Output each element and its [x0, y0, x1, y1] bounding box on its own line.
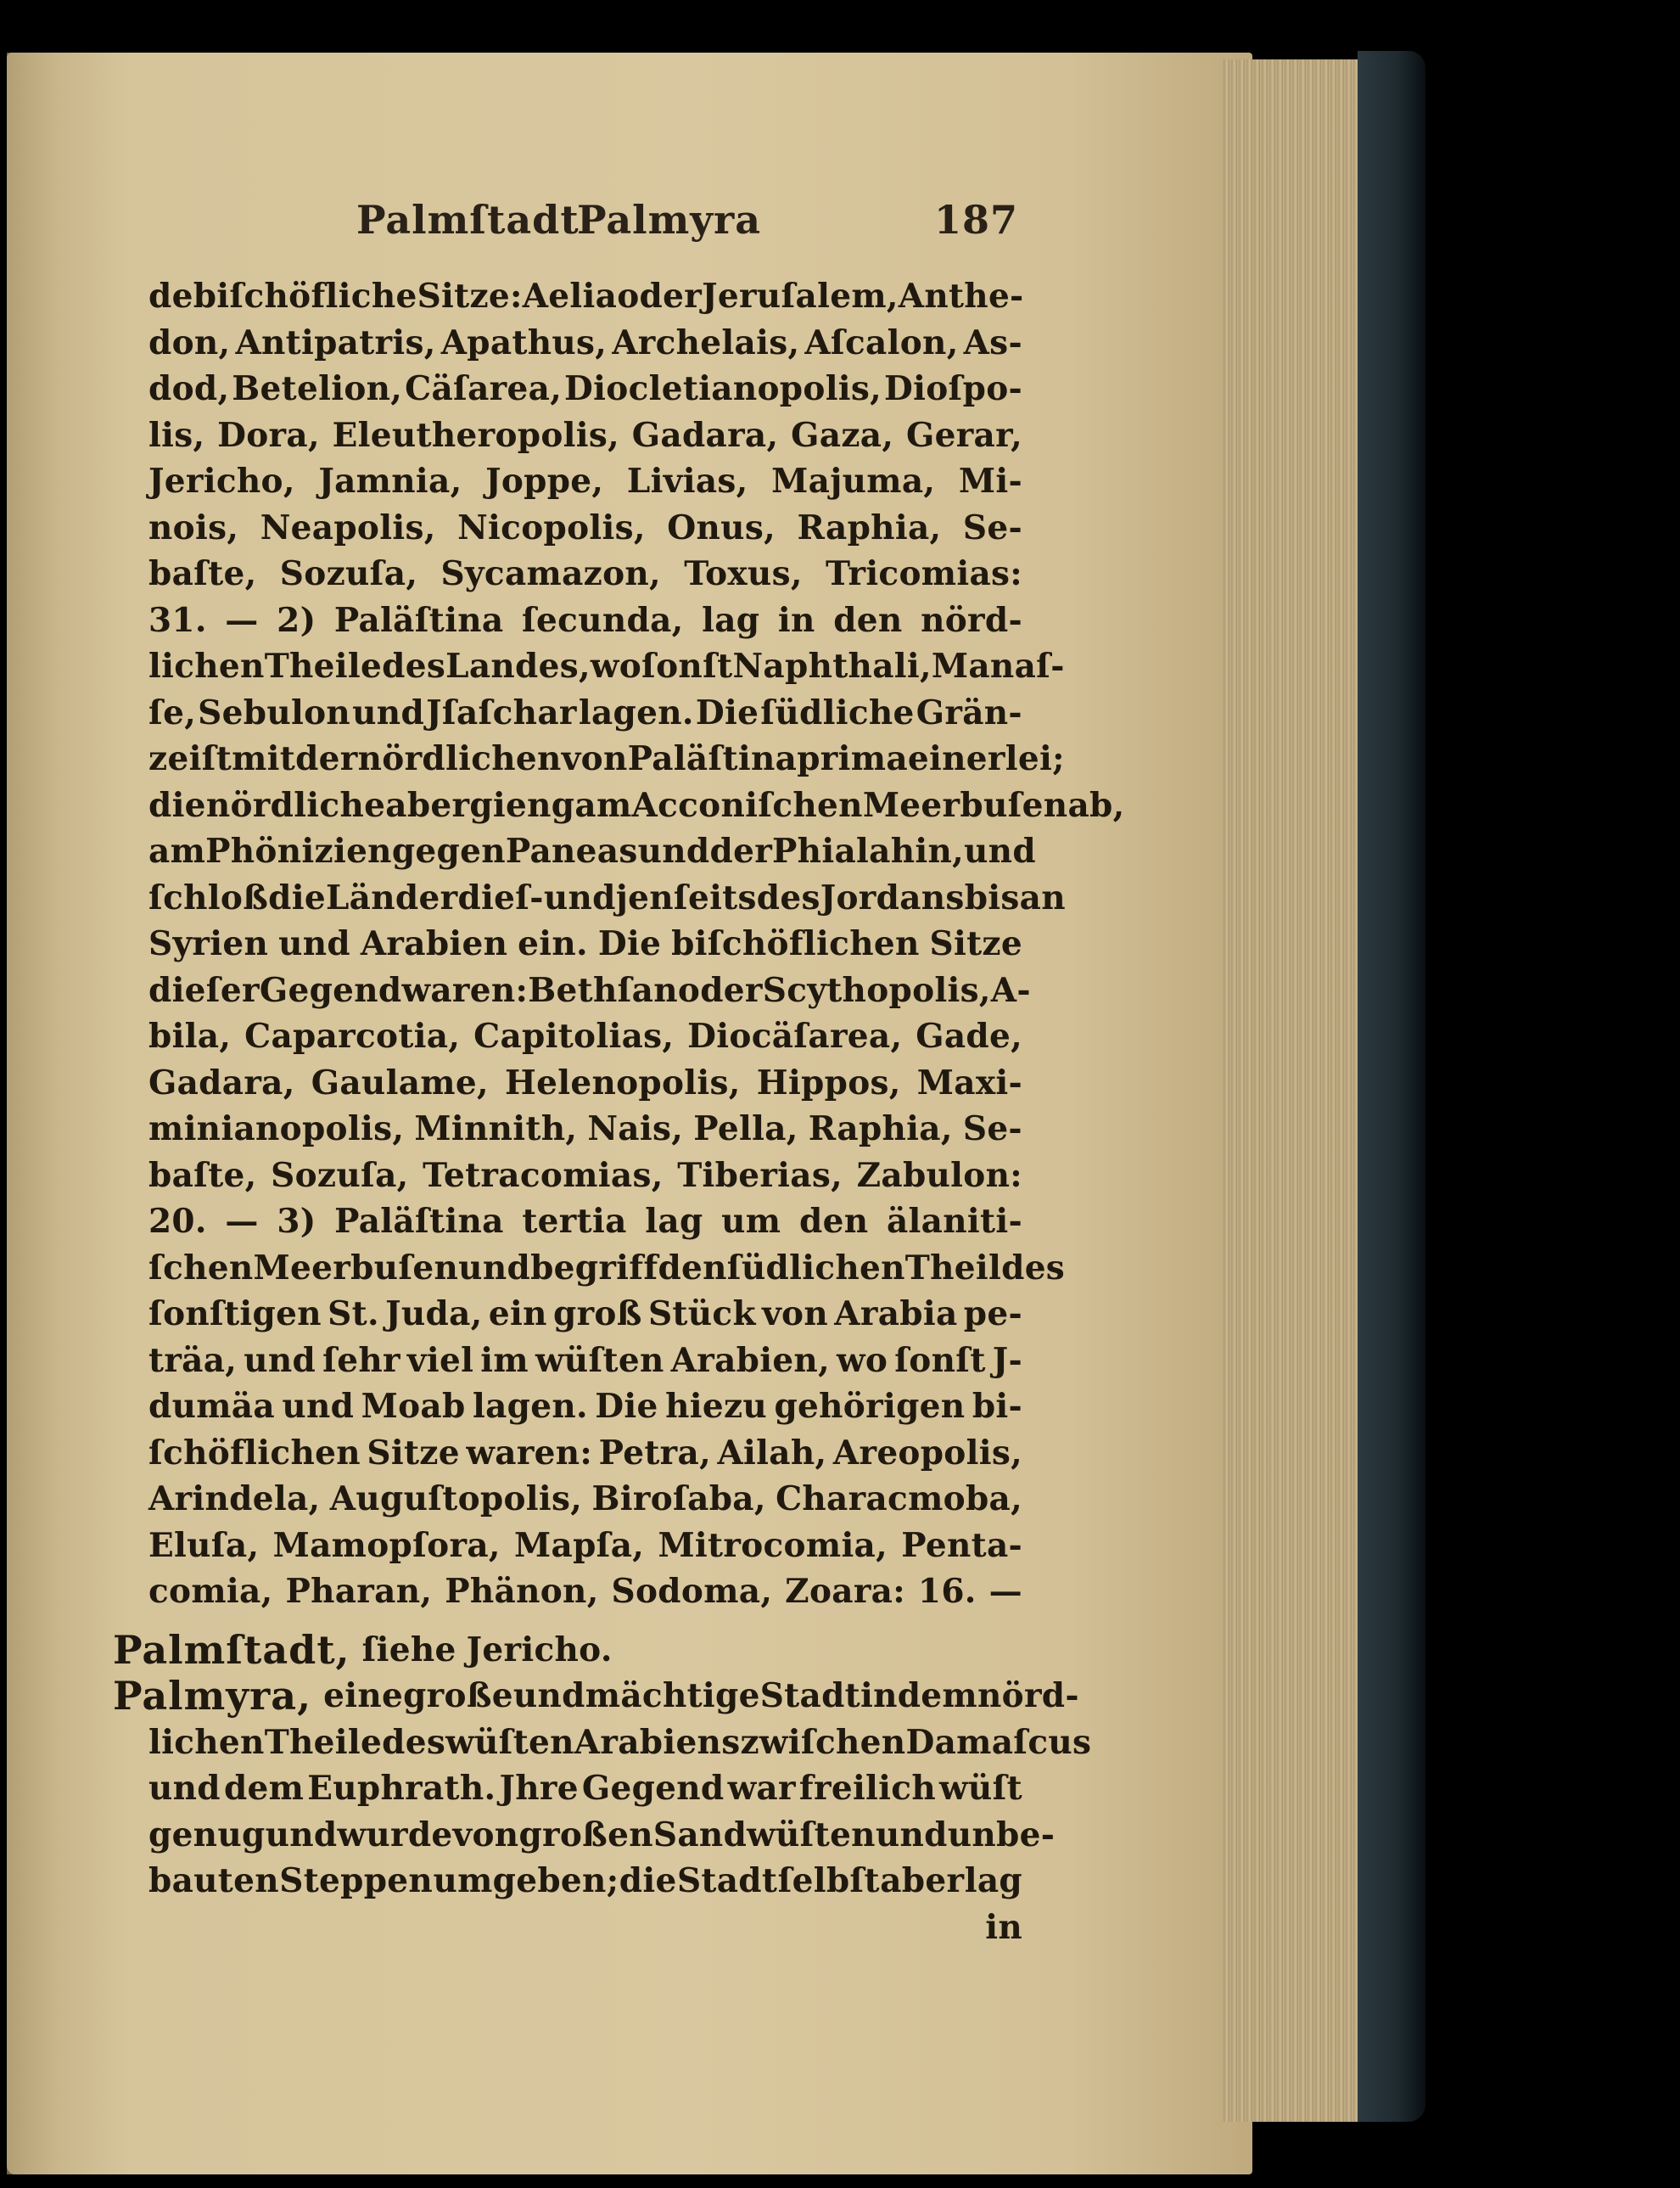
text-line: [148, 273, 1022, 320]
word: der: [295, 739, 358, 778]
word: Aſcalon,: [804, 323, 959, 362]
word: ſonſtigen: [148, 1294, 322, 1333]
word: 3): [277, 1202, 316, 1241]
word: As-: [963, 323, 1022, 362]
text-line: [148, 875, 1066, 922]
word: iſt: [188, 739, 232, 778]
word: oder: [617, 277, 703, 316]
word: Penta-: [901, 1525, 1022, 1565]
word: den: [833, 600, 903, 640]
word: Biroſaba,: [591, 1479, 766, 1518]
word: Jſaſchar: [426, 693, 577, 732]
word: des: [382, 647, 446, 686]
text-line: [148, 1106, 1022, 1153]
word: Gaza,: [791, 415, 894, 455]
word: und: [148, 1769, 221, 1808]
word: Sitze:: [417, 277, 523, 316]
word: Gerar,: [905, 415, 1022, 455]
word: Gaulame,: [311, 1063, 489, 1102]
word: Toxus,: [684, 554, 803, 593]
word: Areopolis,: [832, 1433, 1022, 1473]
word: lag: [702, 600, 760, 640]
word: Raphia,: [797, 508, 942, 547]
word: die: [148, 785, 206, 825]
word: ein.: [518, 924, 588, 963]
word: ſehr: [322, 1340, 400, 1380]
word: ſiehe: [361, 1630, 456, 1669]
word: biſchöflichen: [671, 924, 920, 963]
text-line: [148, 320, 1022, 367]
word: Paneas: [505, 832, 638, 871]
text-line: [148, 690, 1022, 737]
word: lag: [645, 1202, 703, 1241]
word: Nicopolis,: [457, 508, 646, 547]
word: Hippos,: [756, 1063, 901, 1102]
text-line: [148, 1060, 1022, 1107]
word: bis: [964, 878, 1020, 917]
word: ein: [488, 1294, 547, 1333]
text-line: [148, 1568, 1022, 1615]
word: Gade,: [916, 1017, 1022, 1056]
word: an: [1019, 878, 1066, 917]
word: Tiberias,: [677, 1155, 843, 1195]
entry-first-line: [113, 1673, 1079, 1720]
word: große: [403, 1676, 513, 1715]
text-line: [148, 736, 1065, 783]
word: dod,: [148, 369, 230, 408]
word: von: [561, 739, 628, 778]
word: Jericho.: [466, 1630, 613, 1669]
word: einerlei;: [907, 739, 1065, 778]
word: Acconiſchen: [631, 785, 863, 825]
word: St.: [328, 1294, 379, 1333]
word: Paläſtina: [334, 1202, 504, 1241]
word: Stück: [647, 1294, 756, 1333]
word: A-: [990, 970, 1031, 1010]
running-header: [356, 197, 1018, 248]
word: nörd-: [921, 600, 1022, 640]
word: in: [777, 600, 815, 640]
catchword: in: [985, 1907, 1022, 1947]
word: Se-: [962, 508, 1022, 547]
word: mächtige: [585, 1676, 760, 1715]
word: Diocletianopolis,: [564, 369, 882, 408]
word: Paläſtina: [333, 600, 504, 640]
word: des: [756, 878, 820, 917]
word: Dora,: [217, 415, 320, 455]
word: ſchloß: [148, 878, 269, 917]
word: Zoara:: [785, 1572, 905, 1611]
entry-headword: Palmſtadt,: [113, 1626, 350, 1673]
word: gieng: [469, 785, 575, 825]
word: Theil: [904, 1248, 1002, 1288]
word: Phiala: [772, 832, 891, 871]
word: viel: [406, 1340, 474, 1380]
text-line: [148, 412, 1022, 459]
word: Sozuſa,: [279, 554, 418, 593]
word: Juda,: [385, 1294, 483, 1333]
text-line: [148, 1245, 1066, 1292]
word: jenſeits: [615, 878, 757, 917]
word: Nais,: [587, 1109, 684, 1148]
word: Bethſan: [528, 970, 678, 1010]
word: am: [148, 832, 206, 871]
word: Minnith,: [414, 1109, 578, 1148]
word: nördliche: [205, 785, 386, 825]
word: don,: [148, 323, 231, 362]
text-line: [148, 1476, 1022, 1523]
entry-line: [148, 1812, 1056, 1859]
word: 2): [277, 600, 316, 640]
word: Stadt: [759, 1676, 860, 1715]
entry-line: [148, 1765, 1022, 1812]
word: Arabien,: [670, 1340, 830, 1380]
word: großen: [518, 1815, 653, 1854]
word: Naphthali,: [732, 647, 932, 686]
word: nördlichen: [357, 739, 562, 778]
word: bila,: [148, 1017, 232, 1056]
word: —: [988, 1572, 1022, 1611]
word: Jericho,: [148, 462, 295, 501]
word: war: [727, 1769, 796, 1808]
word: biſchöfliche: [193, 277, 417, 316]
word: wüſten: [535, 1340, 664, 1380]
text-line: [148, 1430, 1022, 1477]
word: 31.: [148, 600, 207, 640]
word: pe-: [963, 1294, 1022, 1333]
word: ſonſt: [894, 1340, 986, 1380]
text-line: [148, 1153, 1022, 1199]
word: Tricomias:: [825, 554, 1022, 593]
word: Phönizien: [205, 832, 392, 871]
word: mit: [232, 739, 296, 778]
word: eine: [323, 1676, 404, 1715]
word: aber: [880, 1861, 965, 1900]
word: J-: [992, 1340, 1022, 1380]
word: Petra,: [598, 1433, 711, 1473]
text-line: [148, 597, 1022, 644]
word: Diocäſarea,: [687, 1017, 903, 1056]
word: Die: [597, 924, 662, 963]
word: Meerbuſen: [253, 1248, 459, 1288]
word: nois,: [148, 508, 239, 547]
text-line: [148, 1291, 1022, 1338]
word: Se-: [962, 1109, 1022, 1148]
word: um: [721, 1202, 781, 1241]
text-line: [148, 458, 1022, 505]
word: lichen: [148, 647, 265, 686]
word: träa,: [148, 1340, 238, 1380]
word: Anthe-: [898, 277, 1024, 316]
word: und: [282, 1387, 355, 1426]
word: Euphrath.: [307, 1769, 496, 1808]
word: dem: [223, 1769, 305, 1808]
word: Sitze: [367, 1433, 460, 1473]
word: Pharan,: [285, 1572, 433, 1611]
word: genug: [148, 1815, 266, 1854]
word: lagen.: [472, 1387, 588, 1426]
word: des: [1001, 1248, 1066, 1288]
word: Gegend: [581, 1769, 725, 1808]
word: Sycamazon,: [440, 554, 661, 593]
word: prima: [797, 739, 908, 778]
word: Gadara,: [631, 415, 779, 455]
word: baſte,: [148, 1155, 257, 1195]
word: 16.: [917, 1572, 977, 1611]
word: begriff: [530, 1248, 658, 1288]
word: Die: [595, 1387, 658, 1426]
word: und: [265, 1815, 338, 1854]
page-text-block: [113, 273, 1125, 1950]
word: Arabien: [360, 924, 508, 963]
word: Sebulon: [198, 693, 351, 732]
text-line: [148, 1383, 1022, 1430]
word: Livias,: [626, 462, 748, 501]
word: Stadt: [676, 1861, 778, 1900]
word: aber: [385, 785, 470, 825]
entry-first-line: [113, 1627, 1022, 1674]
word: ſüdliche: [760, 693, 915, 732]
word: Onus,: [667, 508, 776, 547]
word: am: [574, 785, 632, 825]
word: ſüdlichen: [726, 1248, 905, 1288]
word: wurde: [337, 1815, 453, 1854]
word: gegen: [391, 832, 506, 871]
text-line: [148, 783, 1125, 829]
word: wüſt: [939, 1769, 1022, 1808]
text-line: [148, 643, 1065, 690]
word: Capitolias,: [473, 1017, 675, 1056]
word: ſecunda,: [521, 600, 684, 640]
word: Neapolis,: [260, 508, 436, 547]
book-cover-edge: [1358, 51, 1425, 2122]
word: im: [480, 1340, 529, 1380]
word: Syrien: [148, 924, 269, 963]
word: Betelion,: [232, 369, 403, 408]
word: ab,: [1067, 785, 1125, 825]
word: den: [799, 1202, 869, 1241]
word: älaniti-: [886, 1202, 1022, 1241]
word: Eleutheropolis,: [332, 415, 620, 455]
word: bi-: [972, 1387, 1022, 1426]
entry-gap: [148, 1615, 1022, 1627]
word: Raphia,: [808, 1109, 953, 1148]
word: nörd-: [977, 1676, 1079, 1715]
word: die: [268, 878, 326, 917]
word: comia,: [148, 1572, 273, 1611]
word: Arabiens: [574, 1722, 741, 1762]
word: lag: [964, 1861, 1022, 1900]
word: Mi-: [958, 462, 1022, 501]
page-number: 187: [933, 197, 1018, 243]
word: hiezu: [665, 1387, 768, 1426]
word: Helenopolis,: [504, 1063, 741, 1102]
text-line: [148, 1198, 1022, 1245]
word: Aelia: [522, 277, 618, 316]
word: Jeruſalem,: [702, 277, 899, 316]
word: waren:: [466, 1433, 593, 1473]
word: von: [762, 1294, 828, 1333]
word: waren:: [401, 970, 529, 1010]
word: Dioſpo-: [884, 369, 1022, 408]
word: —: [225, 600, 259, 640]
text-line: [148, 1338, 1022, 1384]
word: baſte,: [148, 554, 257, 593]
word: dieſer: [148, 970, 260, 1010]
word: Jhre: [499, 1769, 579, 1808]
word: unbe-: [947, 1815, 1056, 1854]
word: wo: [837, 1340, 888, 1380]
word: Paläſtina: [627, 739, 798, 778]
word: wo: [590, 647, 642, 686]
word: ſe,: [148, 693, 197, 732]
text-line: [148, 366, 1022, 412]
word: de: [148, 277, 193, 316]
header-right-title: Palmyra: [577, 197, 762, 243]
word: Sitze: [929, 924, 1022, 963]
word: Archelais,: [612, 323, 800, 362]
word: Eluſa,: [148, 1525, 260, 1565]
word: Mapſa,: [514, 1525, 645, 1565]
word: gehörigen: [774, 1387, 966, 1426]
word: —: [225, 1202, 259, 1241]
text-line: [148, 551, 1022, 597]
word: zwiſchen: [740, 1722, 906, 1762]
word: und: [875, 1815, 948, 1854]
word: Caparcotia,: [244, 1017, 461, 1056]
text-line: [148, 1013, 1022, 1060]
word: groß: [553, 1294, 642, 1333]
dictionary-entries: [113, 1626, 1092, 1905]
word: Sodoma,: [611, 1572, 773, 1611]
word: und: [512, 1676, 585, 1715]
word: tertia: [522, 1202, 627, 1241]
continued-article: [148, 273, 1125, 1615]
word: Apathus,: [440, 323, 608, 362]
text-line: [148, 921, 1022, 968]
word: Manaſ-: [931, 647, 1065, 686]
entry-line: [148, 1858, 1022, 1905]
word: und: [543, 878, 616, 917]
word: den: [658, 1248, 727, 1288]
word: Auguſtopolis,: [329, 1479, 583, 1518]
word: dumäa: [148, 1387, 275, 1426]
word: von: [452, 1815, 519, 1854]
word: Steppen: [279, 1861, 434, 1900]
word: Scythopolis,: [762, 970, 991, 1010]
word: und: [244, 1340, 316, 1380]
word: Phänon,: [445, 1572, 599, 1611]
word: Landes,: [445, 647, 591, 686]
word: Ailah,: [717, 1433, 827, 1473]
word: lichen: [148, 1722, 265, 1762]
word: Characmoba,: [776, 1479, 1022, 1518]
word: Theile: [264, 1722, 383, 1762]
word: Theile: [264, 647, 383, 686]
word: Jordans: [820, 878, 965, 917]
text-line: [148, 968, 1031, 1014]
word: lagen.: [578, 693, 694, 732]
word: Cäſarea,: [405, 369, 563, 408]
word: die: [619, 1861, 677, 1900]
word: Damaſcus: [905, 1722, 1092, 1762]
word: ſchöflichen: [148, 1433, 361, 1473]
word: Majuma,: [771, 462, 936, 501]
catchword-line: [148, 1905, 1022, 1951]
word: Gegend: [259, 970, 402, 1010]
word: Pella,: [693, 1109, 798, 1148]
word: Maxi-: [916, 1063, 1022, 1102]
word: in: [860, 1676, 898, 1715]
word: minianopolis,: [148, 1109, 405, 1148]
header-left-title: Palmſtadt: [356, 197, 580, 243]
word: Arindela,: [148, 1479, 321, 1518]
word: hin,: [890, 832, 965, 871]
word: der: [709, 832, 773, 871]
word: Länder: [325, 878, 458, 917]
text-line: [148, 1523, 1022, 1569]
word: und: [352, 693, 425, 732]
word: bauten: [148, 1861, 279, 1900]
word: oder: [677, 970, 763, 1010]
word: dieſ-: [457, 878, 544, 917]
word: umgeben;: [433, 1861, 619, 1900]
word: ze: [148, 739, 189, 778]
text-line: [148, 505, 1022, 552]
word: Antipatris,: [235, 323, 436, 362]
word: Zabulon:: [856, 1155, 1022, 1195]
word: Meerbuſen: [862, 785, 1068, 825]
word: lis,: [148, 415, 205, 455]
word: freilich: [798, 1769, 936, 1808]
word: Grän-: [916, 693, 1022, 732]
word: ſonſt: [641, 647, 733, 686]
word: ſelbſt: [777, 1861, 880, 1900]
word: des: [382, 1722, 446, 1762]
word: und: [458, 1248, 531, 1288]
word: dem: [897, 1676, 977, 1715]
word: Joppe,: [485, 462, 604, 501]
word: Sandwüſten: [652, 1815, 876, 1854]
text-line: [148, 828, 1036, 875]
word: wüſten: [445, 1722, 574, 1762]
entry-headword: Palmyra,: [113, 1673, 312, 1719]
word: Jamnia,: [318, 462, 462, 501]
word: Arabia: [834, 1294, 958, 1333]
word: Mitrocomia,: [658, 1525, 888, 1565]
word: Mamopſora,: [272, 1525, 501, 1565]
word: und: [964, 832, 1036, 871]
word: Gadara,: [148, 1063, 295, 1102]
word: Sozuſa,: [271, 1155, 409, 1195]
word: Die: [695, 693, 759, 732]
entry-line: [148, 1720, 1092, 1766]
word: Tetracomias,: [423, 1155, 664, 1195]
word: 20.: [148, 1202, 207, 1241]
word: ſchen: [148, 1248, 254, 1288]
word: und: [278, 924, 350, 963]
word: und: [637, 832, 710, 871]
word: Moab: [361, 1387, 466, 1426]
